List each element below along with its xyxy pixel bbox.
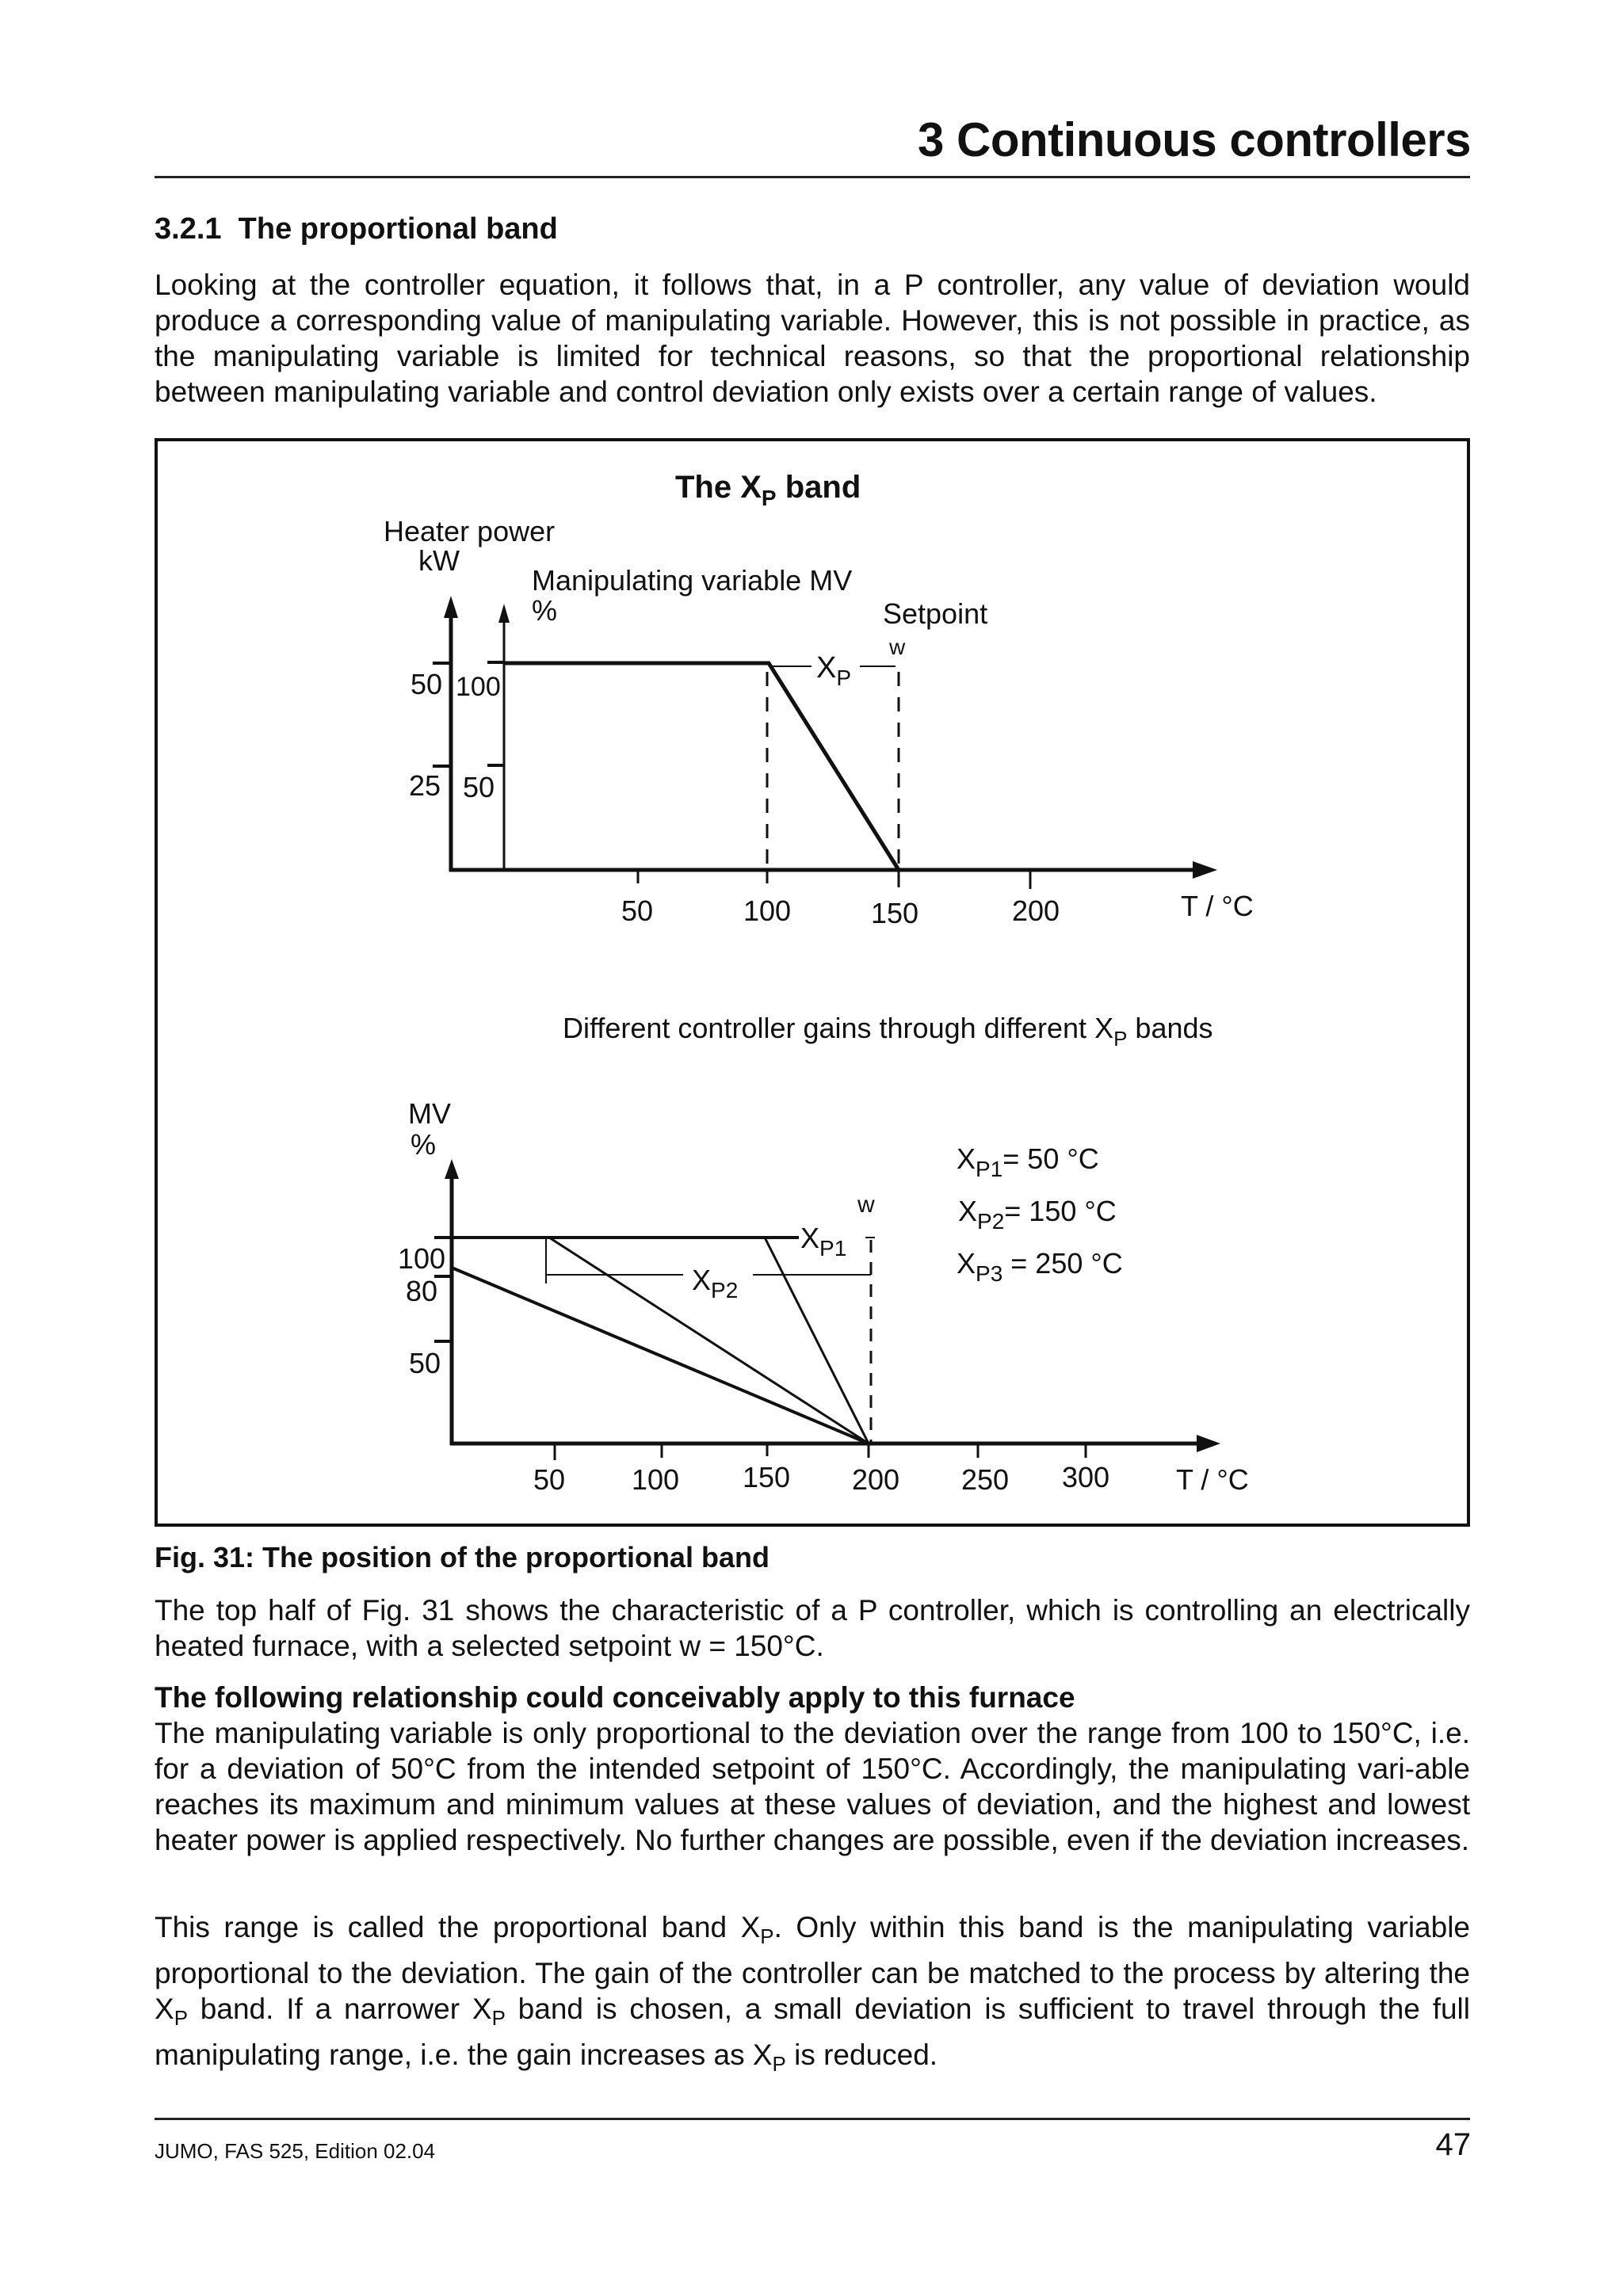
xp2-label: $X_{P2}$ <box>692 1264 739 1302</box>
top-chart-title: The $X_P$ band <box>675 470 861 510</box>
chapter-title: 3 Continuous controllers <box>917 113 1471 166</box>
bottom-setpoint-w: w <box>857 1192 875 1218</box>
xp1-characteristic <box>765 1238 869 1444</box>
bottom-legend <box>957 1142 1123 1286</box>
setpoint-label: Setpoint <box>883 597 988 630</box>
bottom-x-tick-100: 100 <box>632 1463 680 1496</box>
figure-caption: Fig. 31: The position of the proportional band <box>155 1541 769 1573</box>
top-x-axis-label: T / °C <box>1181 890 1254 922</box>
bottom-chart-subtitle: Different controller gains through different $X_P$ bands <box>563 1012 1213 1051</box>
body-subheading: The following relationship could conceivably apply to this furnace <box>155 1681 1075 1714</box>
bottom-y-tick-80: 80 <box>406 1275 438 1307</box>
page-number: 47 <box>1435 2127 1471 2162</box>
bottom-x-tick-200: 200 <box>852 1463 900 1496</box>
bottom-x-tick-300: 300 <box>1062 1461 1110 1493</box>
intro-paragraph: Looking at the controller equation, it follows that, in a P controller, any value of deviation would produce a corresponding value of manipulating variable. However, this is not possible in practice, as the manipulating variable is limited for technical reasons, so that the proportional relationship between manipulating variable and control deviation only exists over a certain range of values. <box>155 269 1470 408</box>
legend-xp1: $X_{P1}= 50$ °C <box>957 1142 1099 1181</box>
body-paragraph-1: The top half of Fig. 31 shows the characteristic of a P controller, which is controlling an electrically heated furnace, with a selected setpoint w = 150°C. <box>155 1594 1470 1662</box>
y1-tick-50: 50 <box>411 668 443 700</box>
section-title: The proportional band <box>238 212 558 246</box>
top-x-axis-arrow-icon <box>1193 861 1217 879</box>
top-x-tick-50: 50 <box>621 894 654 927</box>
xp3-characteristic <box>452 1268 869 1444</box>
section-number: 3.2.1 <box>155 212 222 246</box>
y2-axis-arrow-icon <box>498 604 510 623</box>
bottom-x-tick-50: 50 <box>533 1463 566 1496</box>
y2-tick-50: 50 <box>463 771 495 803</box>
legend-xp3: $X_{P3} = 250$ °C <box>957 1247 1123 1286</box>
bottom-x-axis-label: T / °C <box>1176 1463 1249 1496</box>
mv-characteristic-line <box>504 663 899 870</box>
bottom-x-axis-arrow-icon <box>1197 1435 1220 1452</box>
legend-xp2: $X_{P2}= 150$ °C <box>958 1195 1117 1234</box>
setpoint-w-label: w <box>889 635 906 659</box>
y1-axis-label: Heater power <box>384 515 556 547</box>
footer-publication: JUMO, FAS 525, Edition 02.04 <box>155 2139 436 2163</box>
xp-band-label: $X_P$ <box>816 651 852 690</box>
y2-axis-label: Manipulating variable MV <box>532 564 853 597</box>
y2-axis-unit: % <box>532 594 558 627</box>
y2-tick-100: 100 <box>456 672 501 702</box>
body-paragraph-2: The manipulating variable is only proportional to the deviation over the range from 100 to 150°C, i.e. for a deviation of 50°C from the intended setpoint of 150°C. Accordingly, the manipulating vari-able reaches its maximum and minimum values at these values of deviation, and the highest and lowest heater power is applied respectively. No further changes are possible, even if the deviation increases. <box>155 1717 1470 1856</box>
footer-rule <box>155 2118 1470 2120</box>
body-paragraph-3: This range is called the proportional band $X_P$. Only within this band is the manipulating variable proportional to the deviation. The gain of the controller can be matched to the process by altering the $X_P$ band. If a narrower $X_P$ band is chosen, a small deviation is sufficient to travel through the full manipulating range, i.e. the gain increases as $X_P$ is reduced. <box>155 1911 1470 2076</box>
bottom-y-axis-label: MV <box>408 1097 451 1130</box>
bottom-x-tick-250: 250 <box>961 1463 1010 1496</box>
bottom-x-tick-150: 150 <box>743 1461 791 1493</box>
top-x-tick-150: 150 <box>871 897 919 929</box>
xp1-label: $X_{P1}$ <box>800 1222 847 1261</box>
top-x-tick-100: 100 <box>743 894 792 927</box>
bottom-y-axis-unit: % <box>411 1128 437 1161</box>
y1-axis-arrow-icon <box>444 596 458 618</box>
bottom-y-axis-arrow-icon <box>445 1159 459 1179</box>
y1-tick-25: 25 <box>409 769 441 802</box>
top-x-tick-200: 200 <box>1012 894 1060 927</box>
bottom-y-tick-100: 100 <box>398 1242 446 1275</box>
bottom-y-tick-50: 50 <box>409 1347 441 1379</box>
y1-axis-unit: kW <box>418 544 460 577</box>
